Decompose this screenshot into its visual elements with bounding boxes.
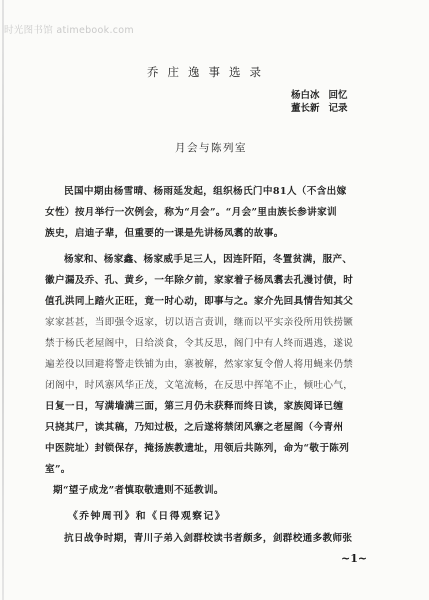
subsection-title: 《乔钟周刊》和《日得观察记》 xyxy=(68,511,227,522)
attribution-role: 记录 xyxy=(328,103,348,114)
body-line: 只挠其尸，读其稿，乃知过极，之后遂将禁闭风寨之老屋阁（今青州 xyxy=(45,422,344,433)
body-line: 值孔洪同上踏火正旺，竟一时心动，即事与之。家介先回具情告知其父 xyxy=(45,296,354,307)
body-line: 室”。 xyxy=(45,464,71,475)
attribution-name: 杨白冰 xyxy=(291,90,320,101)
body-line: 民国中期由杨雪晴、杨雨延发起，组织杨氏门中81人（不含出嫁 xyxy=(64,186,347,197)
document-title: 乔庄逸事选录 xyxy=(147,65,270,79)
closing-line: 期“望子成龙”者慎取敬遗则不延教训。 xyxy=(53,485,224,496)
body-line: 遍差役以回避将警走铁铺为由，寨被解，然家家复令僧人将用蝇来仍禁 xyxy=(45,359,354,370)
body-line: 徽户漏及乔、孔、黄乡，一年除夕前，家家着子杨凤翥去孔漫讨债，时 xyxy=(45,275,354,286)
body-line: 抗日战争时期，青川子弟入剑群校读书者颇多，剑群校通多教师张 xyxy=(64,533,353,544)
attribution-recollector xyxy=(291,87,348,101)
watermark: 时光图书馆 atimebook.com xyxy=(4,25,134,36)
page-number: ~1~ xyxy=(341,552,368,565)
body-line: 中医院址）封锁保存，掩扬族教遗址，用领后共陈列，命为“敬于陈列 xyxy=(45,443,350,454)
attribution-name: 董长新 xyxy=(291,103,320,114)
body-line: 女性）按月举行一次例会，称为“月会”。“月会”里由族长参讲家训 xyxy=(45,207,337,218)
scan-edge xyxy=(2,0,4,600)
section-title: 月会与陈列室 xyxy=(175,142,247,154)
body-line: 族史，启迪子辈，但重要的一课是先讲杨凤翥的故事。 xyxy=(45,228,284,239)
body-line: 日复一日，写满墙满三面，第三月仍未获释而终日读，家族阅译已缠 xyxy=(45,401,344,412)
attribution-recorder xyxy=(291,100,348,114)
body-line: 禁于杨氏老屋阁中，日给淡食，令其反思，阁门中有人终而遇逃，遂说 xyxy=(45,338,354,349)
body-line: 杨家和、杨家鑫、杨家威手足三人，因连阡陌，冬置贫满，服产、 xyxy=(64,254,353,265)
body-line: 闭阁中，时风寨风华正茂，文笔流畅，在反思中挥笔不止，倾吐心气， xyxy=(45,380,354,391)
attribution-role: 回忆 xyxy=(328,90,348,101)
body-line: 家家甚甚，当即强令返家，切以语言责训，继而以平实亲役所用铁捞镢 xyxy=(45,317,354,328)
